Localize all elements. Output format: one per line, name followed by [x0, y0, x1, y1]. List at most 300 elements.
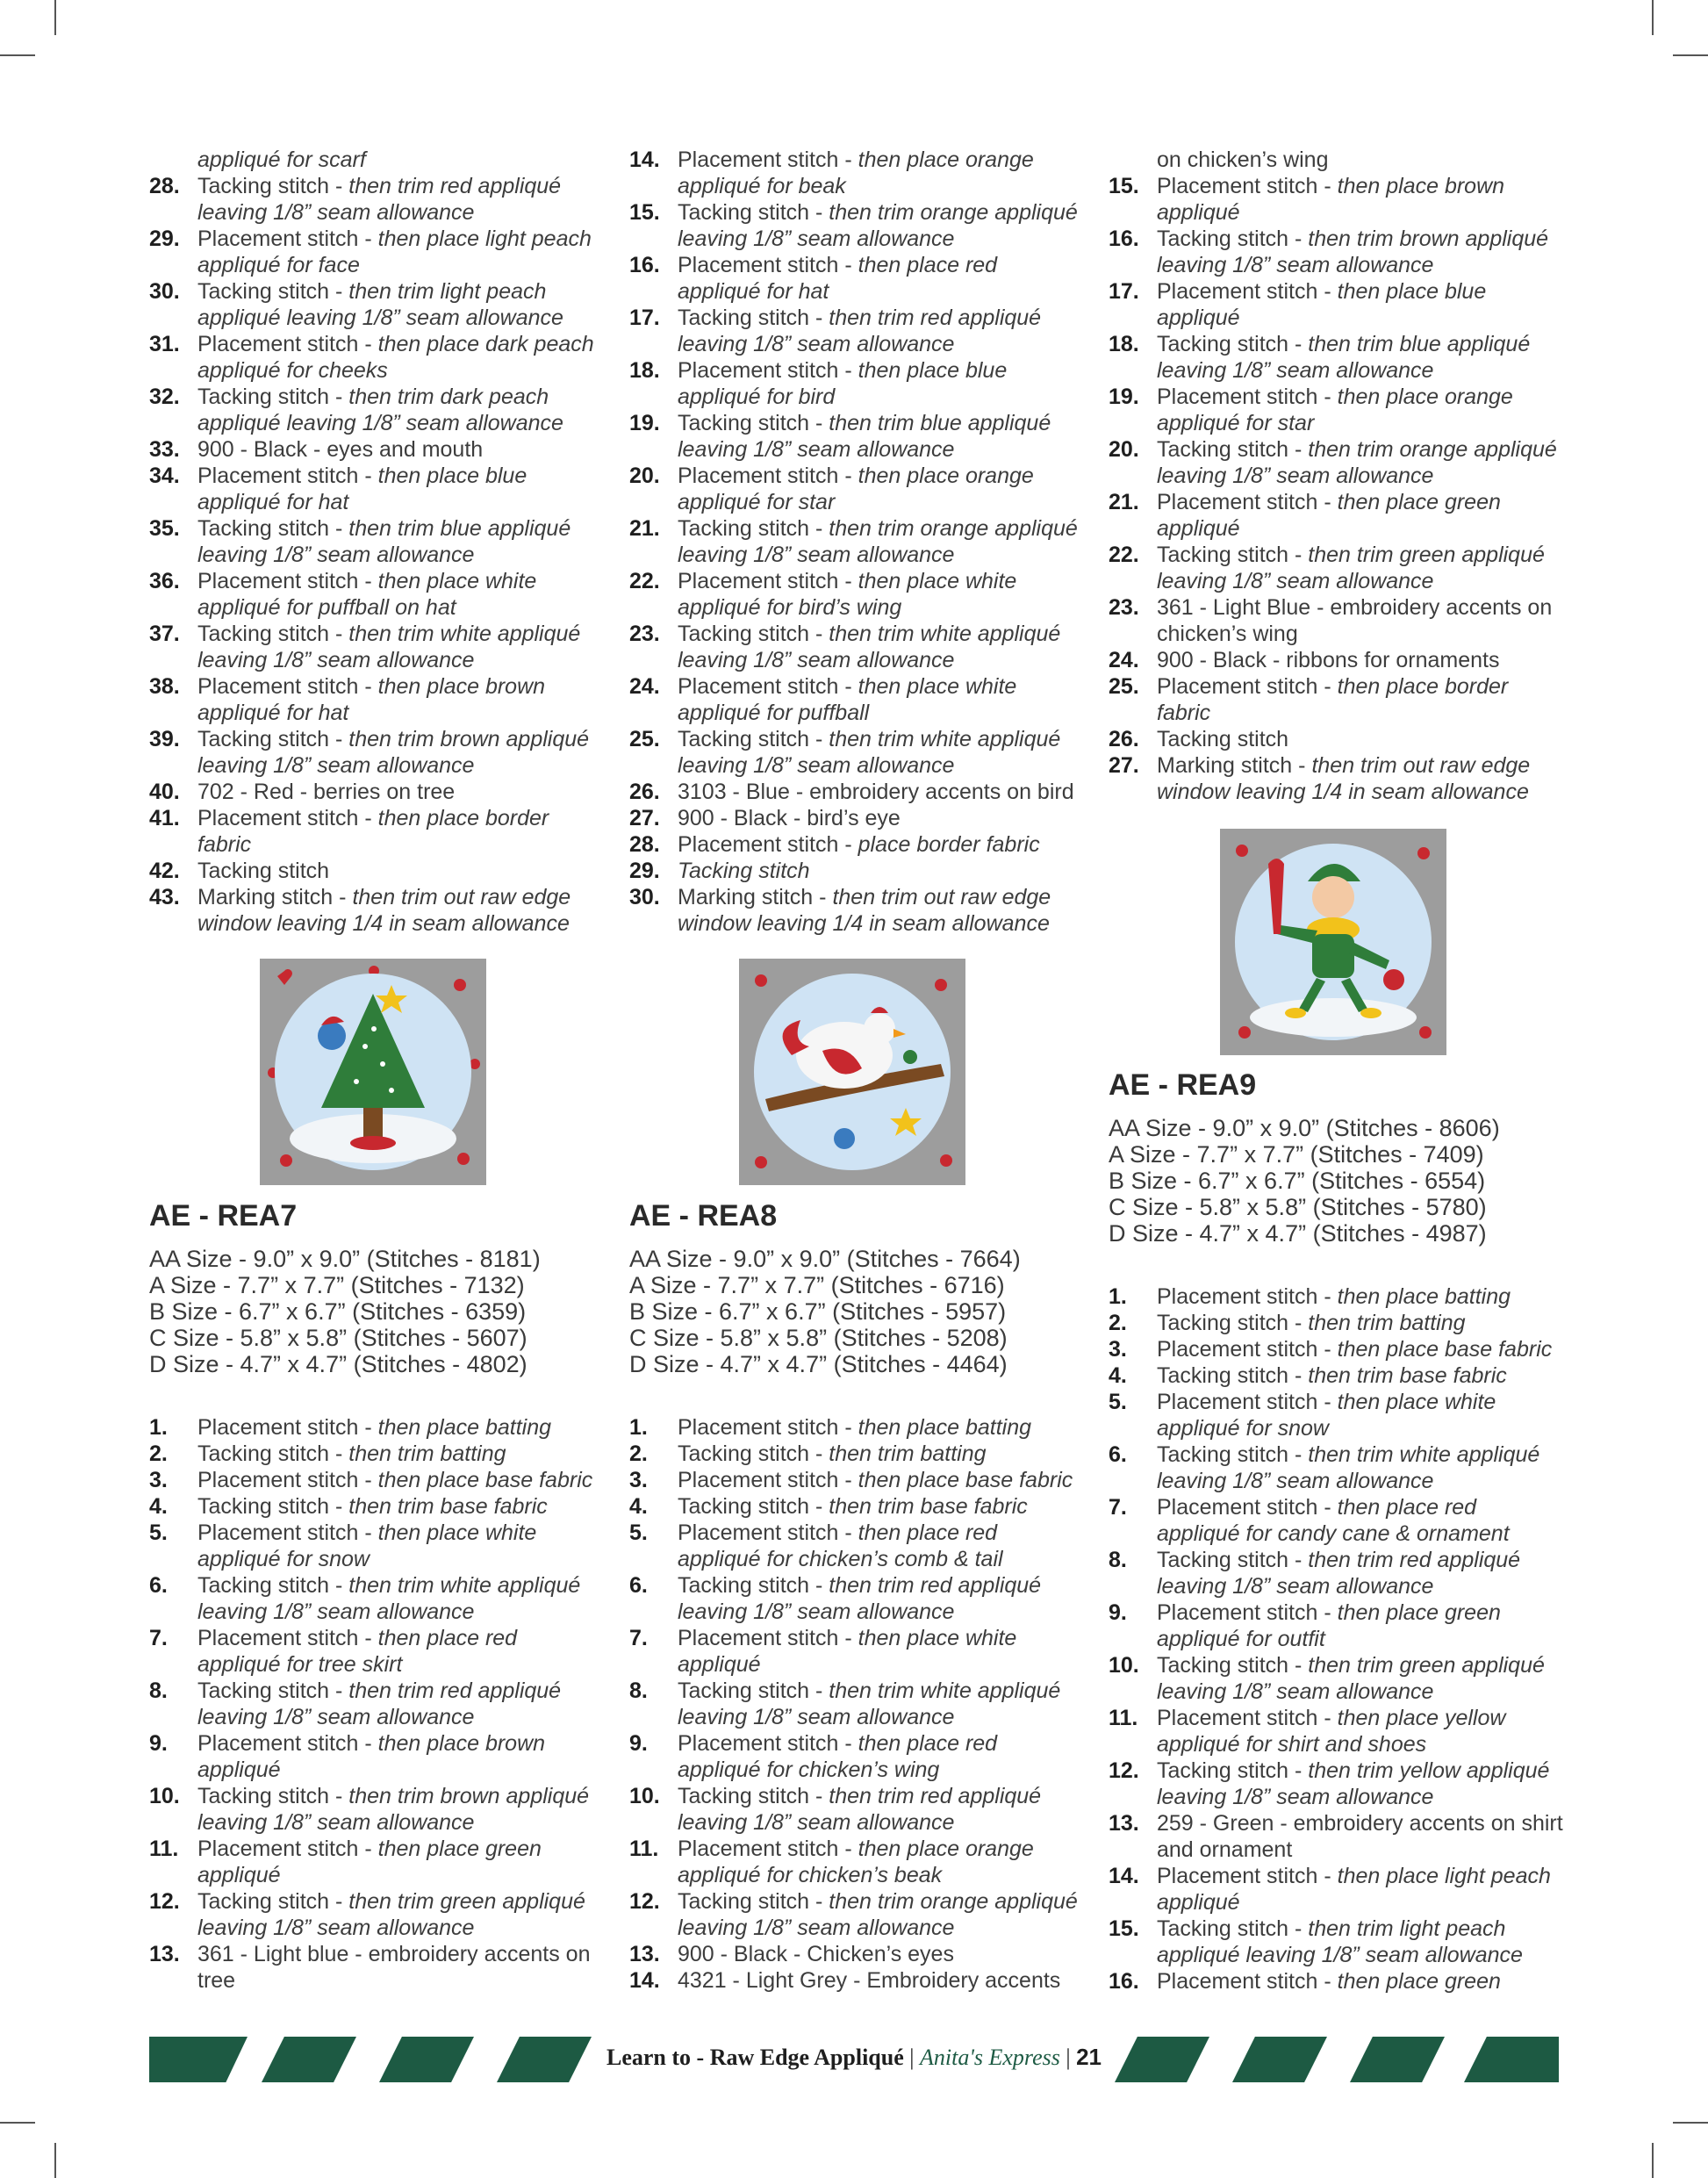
step-number: 24.: [629, 674, 660, 699]
rea8-sizes: [629, 1246, 1086, 1377]
step-detail: then trim red appliqué leaving 1/8” seam allowance: [678, 305, 1042, 356]
step-detail: then place yellow appliqué for shirt and shoes: [1157, 1706, 1506, 1757]
step-label: 259 - Green - embroidery accents on shirt and ornament: [1157, 1811, 1563, 1862]
step-number: 7.: [629, 1626, 648, 1650]
instruction-step: [629, 884, 1086, 937]
step-label: Tacking stitch -: [678, 1784, 829, 1808]
instruction-step: [149, 1414, 606, 1441]
step-label: Tacking stitch -: [678, 1494, 829, 1519]
crop-mark: [54, 2143, 56, 2178]
step-detail: then place border fabric: [1157, 674, 1509, 725]
instruction-step: [149, 1493, 606, 1520]
instruction-step: [629, 1678, 1086, 1730]
instruction-step: [629, 1836, 1086, 1888]
footer-stripe: [1232, 2037, 1327, 2082]
step-detail: then trim brown appliqué leaving 1/8” seam allowance: [197, 1784, 590, 1835]
instruction-step: [629, 1467, 1086, 1493]
footer-separator: |: [909, 2045, 915, 2070]
step-detail: then trim orange appliqué leaving 1/8” seam allowance: [1157, 437, 1557, 488]
step-detail: then place brown appliqué for hat: [197, 674, 546, 725]
instruction-step: [629, 1572, 1086, 1625]
step-number: 2.: [149, 1441, 168, 1466]
step-detail: then place orange appliqué for star: [678, 464, 1034, 514]
step-number: 6.: [629, 1573, 648, 1598]
instruction-step: [629, 568, 1086, 621]
step-number: 12.: [1109, 1758, 1139, 1783]
instruction-step: [149, 1441, 606, 1467]
step-detail: then trim white appliqué leaving 1/8” seam allowance: [678, 1678, 1061, 1729]
step-number: 1.: [149, 1415, 168, 1440]
rea8-title: AE - REA8: [629, 1199, 778, 1233]
step-label: Placement stitch -: [197, 1520, 378, 1545]
step-number: 12.: [149, 1889, 180, 1914]
instruction-step: [629, 1730, 1086, 1783]
step-number: 2.: [1109, 1311, 1127, 1335]
instruction-step: [1109, 647, 1565, 673]
instruction-step: [1109, 384, 1565, 436]
instruction-step: [629, 805, 1086, 831]
rea9-sizes: [1109, 1115, 1565, 1247]
instruction-list: [1109, 147, 1565, 805]
instruction-step: [1109, 1494, 1565, 1547]
instruction-step: [149, 515, 606, 568]
instruction-step: [149, 1520, 606, 1572]
footer-stripe: [379, 2037, 474, 2082]
step-number: 9.: [629, 1731, 648, 1756]
step-detail: then place red appliqué for hat: [678, 253, 998, 304]
step-label: 900 - Black - Chicken’s eyes: [678, 1942, 954, 1966]
crop-mark: [0, 54, 35, 56]
step-detail: then trim green appliqué leaving 1/8” seam allowance: [1157, 1653, 1545, 1704]
size-line: AA Size - 9.0” x 9.0” (Stitches - 7664): [629, 1246, 1021, 1272]
footer-separator: |: [1066, 2045, 1071, 2070]
step-number: 18.: [629, 358, 660, 383]
instruction-step: [1109, 489, 1565, 542]
rea9-section: [1109, 1067, 1565, 1995]
step-number: 5.: [149, 1520, 168, 1545]
footer-title: Learn to - Raw Edge Appliqué: [606, 2045, 904, 2070]
step-number: 19.: [1109, 385, 1139, 409]
step-detail: then trim red appliqué leaving 1/8” seam allowance: [197, 174, 562, 225]
instruction-step: [1109, 278, 1565, 331]
step-label: 361 - Light blue - embroidery accents on tree: [197, 1942, 591, 1993]
step-detail: then place blue appliqué for bird: [678, 358, 1008, 409]
footer-stripe: [149, 2037, 248, 2082]
step-number: 10.: [1109, 1653, 1139, 1678]
step-number: 28.: [149, 174, 180, 198]
crop-mark: [1652, 0, 1654, 35]
step-number: 19.: [629, 411, 660, 435]
step-detail: then trim white appliqué leaving 1/8” seam allowance: [197, 1573, 581, 1624]
step-label: Placement stitch -: [678, 569, 858, 593]
instruction-step: [1109, 542, 1565, 594]
size-line: B Size - 6.7” x 6.7” (Stitches - 5957): [629, 1298, 1007, 1325]
instruction-step: [1109, 1863, 1565, 1916]
step-number: 16.: [629, 253, 660, 277]
step-label: Placement stitch -: [197, 1415, 378, 1440]
step-number: 14.: [1109, 1864, 1139, 1888]
step-label: Placement stitch -: [197, 674, 378, 699]
footer-stripe: [262, 2037, 356, 2082]
step-detail: then trim out raw edge window leaving 1/4 in seam allowance: [197, 885, 571, 936]
step-number: 34.: [149, 464, 180, 488]
instruction-step: [149, 779, 606, 805]
step-detail: then trim orange appliqué leaving 1/8” seam allowance: [678, 516, 1078, 567]
step-detail: then place orange appliqué for beak: [678, 147, 1034, 198]
step-label: Placement stitch -: [1157, 279, 1338, 304]
step-number: 13.: [149, 1942, 180, 1966]
step-label: Placement stitch -: [678, 253, 858, 277]
instruction-step: [1109, 1441, 1565, 1494]
instruction-step: [629, 726, 1086, 779]
instruction-step: [1109, 1652, 1565, 1705]
step-detail: then place green appliqué: [197, 1837, 542, 1887]
step-label: Placement stitch -: [678, 1468, 858, 1492]
step-number: 40.: [149, 780, 180, 804]
step-detail: then trim brown appliqué leaving 1/8” seam allowance: [197, 727, 590, 778]
step-detail: then trim white appliqué leaving 1/8” seam allowance: [678, 622, 1061, 672]
step-label: Placement stitch -: [1157, 1864, 1338, 1888]
instruction-step: [149, 226, 606, 278]
step-number: 6.: [1109, 1442, 1127, 1467]
step-label: Tacking stitch -: [197, 1678, 349, 1703]
step-label: Tacking stitch -: [197, 1784, 349, 1808]
step-detail: then place white appliqué for puffball: [678, 674, 1017, 725]
step-label: Tacking stitch: [197, 859, 330, 883]
step-number: 3.: [629, 1468, 648, 1492]
step-detail: then place red appliqué for chicken’s wing: [678, 1731, 998, 1782]
step-detail: then place white appliqué: [678, 1626, 1017, 1677]
step-detail: Tacking stitch: [678, 859, 810, 883]
instruction-step: [149, 147, 606, 173]
size-line: B Size - 6.7” x 6.7” (Stitches - 6359): [149, 1298, 527, 1325]
step-number: 8.: [629, 1678, 648, 1703]
step-label: Tacking stitch -: [678, 1889, 829, 1914]
step-number: 24.: [1109, 648, 1139, 672]
step-number: 11.: [1109, 1706, 1138, 1730]
step-number: 17.: [629, 305, 660, 330]
step-detail: then place batting: [1337, 1284, 1511, 1309]
step-label: Placement stitch -: [197, 1468, 378, 1492]
instruction-step: [1109, 331, 1565, 384]
step-detail: then trim red appliqué leaving 1/8” seam allowance: [678, 1784, 1042, 1835]
step-label: Placement stitch -: [197, 1731, 378, 1756]
step-label: Tacking stitch -: [678, 305, 829, 330]
step-label: Placement stitch -: [678, 674, 858, 699]
step-label: Placement stitch -: [197, 464, 378, 488]
step-number: 9.: [1109, 1600, 1127, 1625]
step-number: 10.: [629, 1784, 660, 1808]
step-label: Tacking stitch: [1157, 727, 1289, 751]
step-number: 4.: [1109, 1363, 1127, 1388]
step-number: 21.: [1109, 490, 1139, 514]
step-number: 10.: [149, 1784, 180, 1808]
step-label: Placement stitch -: [1157, 1706, 1338, 1730]
instruction-step: [149, 673, 606, 726]
size-line: D Size - 4.7” x 4.7” (Stitches - 4987): [1109, 1220, 1487, 1247]
step-number: 8.: [1109, 1548, 1127, 1572]
step-label: Placement stitch -: [197, 569, 378, 593]
step-label: Placement stitch -: [1157, 385, 1338, 409]
step-detail: then trim light peach appliqué leaving 1/8” seam allowance: [1157, 1916, 1523, 1967]
step-label: Tacking stitch -: [197, 727, 349, 751]
step-number: 4.: [149, 1494, 168, 1519]
step-number: 17.: [1109, 279, 1139, 304]
step-number: 20.: [629, 464, 660, 488]
step-label: Placement stitch -: [1157, 1390, 1338, 1414]
step-detail: then place green: [1337, 1969, 1501, 1994]
step-detail: then place white appliqué for bird’s wing: [678, 569, 1017, 620]
step-label: Marking stitch -: [1157, 753, 1312, 778]
step-number: 3.: [1109, 1337, 1127, 1362]
step-number: 12.: [629, 1889, 660, 1914]
rea9-quilt-photo: [1220, 829, 1446, 1055]
step-label: Tacking stitch -: [678, 622, 829, 646]
step-label: Placement stitch -: [678, 1415, 858, 1440]
crop-mark: [1652, 2143, 1654, 2178]
instruction-step: [1109, 147, 1565, 173]
step-label: Tacking stitch -: [197, 279, 349, 304]
page-number: 21: [1076, 2044, 1102, 2070]
instruction-step: [629, 463, 1086, 515]
step-detail: then trim green appliqué leaving 1/8” seam allowance: [197, 1889, 585, 1940]
step-detail: then place green appliqué: [1157, 490, 1501, 541]
step-label: 900 - Black - ribbons for ornaments: [1157, 648, 1500, 672]
step-label: Tacking stitch -: [678, 1441, 829, 1466]
step-detail: then trim dark peach appliqué leaving 1/8” seam allowance: [197, 385, 563, 435]
instruction-step: [1109, 1916, 1565, 1968]
step-number: 8.: [149, 1678, 168, 1703]
elf-applique-image: [1220, 829, 1446, 1055]
instruction-step: [1109, 1336, 1565, 1362]
instruction-step: [1109, 673, 1565, 726]
step-label: Placement stitch -: [1157, 174, 1338, 198]
step-detail: then place dark peach appliqué for cheeks: [197, 332, 594, 383]
step-number: 15.: [629, 200, 660, 225]
step-label: Tacking stitch -: [197, 174, 349, 198]
step-label: Tacking stitch -: [1157, 1363, 1309, 1388]
footer-stripe: [1464, 2037, 1559, 2082]
step-label: Placement stitch -: [1157, 1969, 1338, 1994]
step-label: Tacking stitch -: [1157, 543, 1309, 567]
step-detail: then place orange appliqué for chicken’s beak: [678, 1837, 1034, 1887]
instruction-step: [1109, 1810, 1565, 1863]
chicken-applique-image: [739, 959, 965, 1185]
page-footer: [149, 2037, 1559, 2082]
step-number: 26.: [629, 780, 660, 804]
step-number: 23.: [629, 622, 660, 646]
step-label: Placement stitch -: [197, 226, 378, 251]
instruction-step: [149, 384, 606, 436]
instruction-step: [1109, 1705, 1565, 1757]
step-number: 4.: [629, 1494, 648, 1519]
step-detail: then trim white appliqué leaving 1/8” seam allowance: [197, 622, 581, 672]
size-line: C Size - 5.8” x 5.8” (Stitches - 5607): [149, 1325, 527, 1351]
step-number: 5.: [1109, 1390, 1127, 1414]
step-number: 14.: [629, 147, 660, 172]
rea8-instruction-list: [629, 1414, 1086, 1994]
step-detail: then trim orange appliqué leaving 1/8” seam allowance: [678, 1889, 1078, 1940]
step-label: Tacking stitch -: [197, 1573, 349, 1598]
instruction-step: [149, 858, 606, 884]
step-number: 27.: [629, 806, 660, 830]
size-line: C Size - 5.8” x 5.8” (Stitches - 5780): [1109, 1194, 1487, 1220]
step-detail: then trim base fabric: [1308, 1363, 1507, 1388]
crop-mark: [1673, 2122, 1708, 2124]
step-number: 14.: [629, 1968, 660, 1993]
step-label: Tacking stitch -: [678, 516, 829, 541]
instruction-step: [629, 1493, 1086, 1520]
instruction-step: [1109, 752, 1565, 805]
step-label: Placement stitch -: [678, 832, 858, 857]
instruction-list: [629, 147, 1086, 937]
instruction-step: [1109, 226, 1565, 278]
step-number: 13.: [1109, 1811, 1139, 1836]
step-label: Tacking stitch -: [678, 1678, 829, 1703]
instruction-step: [629, 410, 1086, 463]
step-detail: then trim white appliqué leaving 1/8” seam allowance: [1157, 1442, 1540, 1493]
step-detail: then place brown appliqué: [197, 1731, 546, 1782]
step-number: 36.: [149, 569, 180, 593]
col2-top-instructions: [629, 147, 1086, 937]
step-detail: then trim out raw edge window leaving 1/4 in seam allowance: [1157, 753, 1531, 804]
step-label: Tacking stitch -: [1157, 1442, 1309, 1467]
step-number: 13.: [629, 1942, 660, 1966]
step-detail: then trim blue appliqué leaving 1/8” seam allowance: [197, 516, 571, 567]
step-number: 7.: [149, 1626, 168, 1650]
step-label: Tacking stitch -: [1157, 1916, 1309, 1941]
step-number: 38.: [149, 674, 180, 699]
step-label: Placement stitch -: [678, 358, 858, 383]
step-number: 27.: [1109, 753, 1139, 778]
step-number: 39.: [149, 727, 180, 751]
instruction-step: [149, 1783, 606, 1836]
instruction-step: [629, 779, 1086, 805]
instruction-step: [629, 147, 1086, 199]
instruction-step: [629, 673, 1086, 726]
rea7-title: AE - REA7: [149, 1199, 298, 1233]
step-label: Tacking stitch -: [1157, 1758, 1309, 1783]
footer-stripe: [1115, 2037, 1209, 2082]
instruction-step: [629, 1888, 1086, 1941]
size-line: A Size - 7.7” x 7.7” (Stitches - 6716): [629, 1272, 1005, 1298]
step-label: Placement stitch -: [678, 1837, 858, 1861]
instruction-step: [629, 831, 1086, 858]
step-detail: then place blue appliqué for hat: [197, 464, 527, 514]
step-label: 900 - Black - bird’s eye: [678, 806, 901, 830]
rea7-quilt-photo: [260, 959, 486, 1185]
instruction-step: [1109, 594, 1565, 647]
step-number: 6.: [149, 1573, 168, 1598]
step-label: Marking stitch -: [197, 885, 353, 909]
step-label: 3103 - Blue - embroidery accents on bird: [678, 780, 1074, 804]
footer-text: [606, 2044, 1102, 2071]
step-label: Placement stitch -: [197, 1837, 378, 1861]
step-number: 25.: [1109, 674, 1139, 699]
instruction-step: [629, 252, 1086, 305]
step-label: Tacking stitch -: [678, 1573, 829, 1598]
step-detail: then trim out raw edge window leaving 1/4 in seam allowance: [678, 885, 1051, 936]
instruction-step: [149, 173, 606, 226]
step-detail: then trim yellow appliqué leaving 1/8” seam allowance: [1157, 1758, 1550, 1809]
instruction-step: [629, 1625, 1086, 1678]
instruction-step: [149, 726, 606, 779]
step-number: 32.: [149, 385, 180, 409]
step-label: Tacking stitch -: [197, 1441, 349, 1466]
instruction-step: [629, 305, 1086, 357]
instruction-step: [149, 568, 606, 621]
footer-stripe: [497, 2037, 592, 2082]
instruction-list: [149, 147, 606, 937]
step-label: Placement stitch -: [678, 1626, 858, 1650]
instruction-step: [149, 278, 606, 331]
step-label: Tacking stitch -: [1157, 226, 1309, 251]
step-label: Tacking stitch -: [197, 1889, 349, 1914]
step-label: Placement stitch -: [197, 806, 378, 830]
rea7-instruction-list: [149, 1414, 606, 1994]
step-number: 1.: [1109, 1284, 1127, 1309]
step-detail: then trim red appliqué leaving 1/8” seam allowance: [678, 1573, 1042, 1624]
step-detail: then place orange appliqué for star: [1157, 385, 1513, 435]
step-label: Placement stitch -: [678, 1520, 858, 1545]
step-label: Placement stitch -: [678, 1731, 858, 1756]
crop-mark: [1673, 54, 1708, 56]
step-number: 1.: [629, 1415, 648, 1440]
instruction-step: [629, 1414, 1086, 1441]
instruction-step: [629, 199, 1086, 252]
step-number: 15.: [1109, 174, 1139, 198]
rea9-instruction-list: [1109, 1283, 1565, 1995]
rea8-quilt-photo: [739, 959, 965, 1185]
col1-top-instructions: [149, 147, 606, 937]
step-detail: then trim blue appliqué leaving 1/8” seam allowance: [678, 411, 1051, 462]
step-detail: then place batting: [377, 1415, 552, 1440]
step-detail: then place green appliqué for outfit: [1157, 1600, 1501, 1651]
step-detail: then place brown appliqué: [1157, 174, 1505, 225]
step-detail: then place white appliqué for snow: [1157, 1390, 1496, 1441]
instruction-step: [149, 1730, 606, 1783]
step-label: Tacking stitch -: [678, 200, 829, 225]
step-label: on chicken’s wing: [1157, 147, 1329, 172]
instruction-step: [629, 858, 1086, 884]
step-detail: then trim red appliqué leaving 1/8” seam allowance: [1157, 1548, 1521, 1599]
instruction-step: [629, 1441, 1086, 1467]
size-line: D Size - 4.7” x 4.7” (Stitches - 4464): [629, 1351, 1008, 1377]
size-line: AA Size - 9.0” x 9.0” (Stitches - 8181): [149, 1246, 541, 1272]
step-number: 25.: [629, 727, 660, 751]
step-label: Tacking stitch -: [1157, 437, 1309, 462]
crop-mark: [54, 0, 56, 35]
instruction-step: [149, 1467, 606, 1493]
instruction-step: [149, 463, 606, 515]
step-label: Placement stitch -: [1157, 674, 1338, 699]
size-line: A Size - 7.7” x 7.7” (Stitches - 7409): [1109, 1141, 1484, 1168]
step-label: Placement stitch -: [197, 1626, 378, 1650]
step-label: Placement stitch -: [1157, 1495, 1338, 1520]
step-label: Placement stitch -: [1157, 490, 1338, 514]
step-number: 29.: [629, 859, 660, 883]
step-detail: appliqué for scarf: [197, 147, 366, 172]
instruction-step: [629, 357, 1086, 410]
step-detail: then place base fabric: [377, 1468, 593, 1492]
step-label: Placement stitch -: [678, 464, 858, 488]
instruction-step: [629, 621, 1086, 673]
step-number: 3.: [149, 1468, 168, 1492]
step-label: 702 - Red - berries on tree: [197, 780, 456, 804]
step-label: Tacking stitch -: [1157, 1311, 1309, 1335]
step-label: Tacking stitch -: [1157, 1548, 1309, 1572]
step-label: Placement stitch -: [1157, 1337, 1338, 1362]
